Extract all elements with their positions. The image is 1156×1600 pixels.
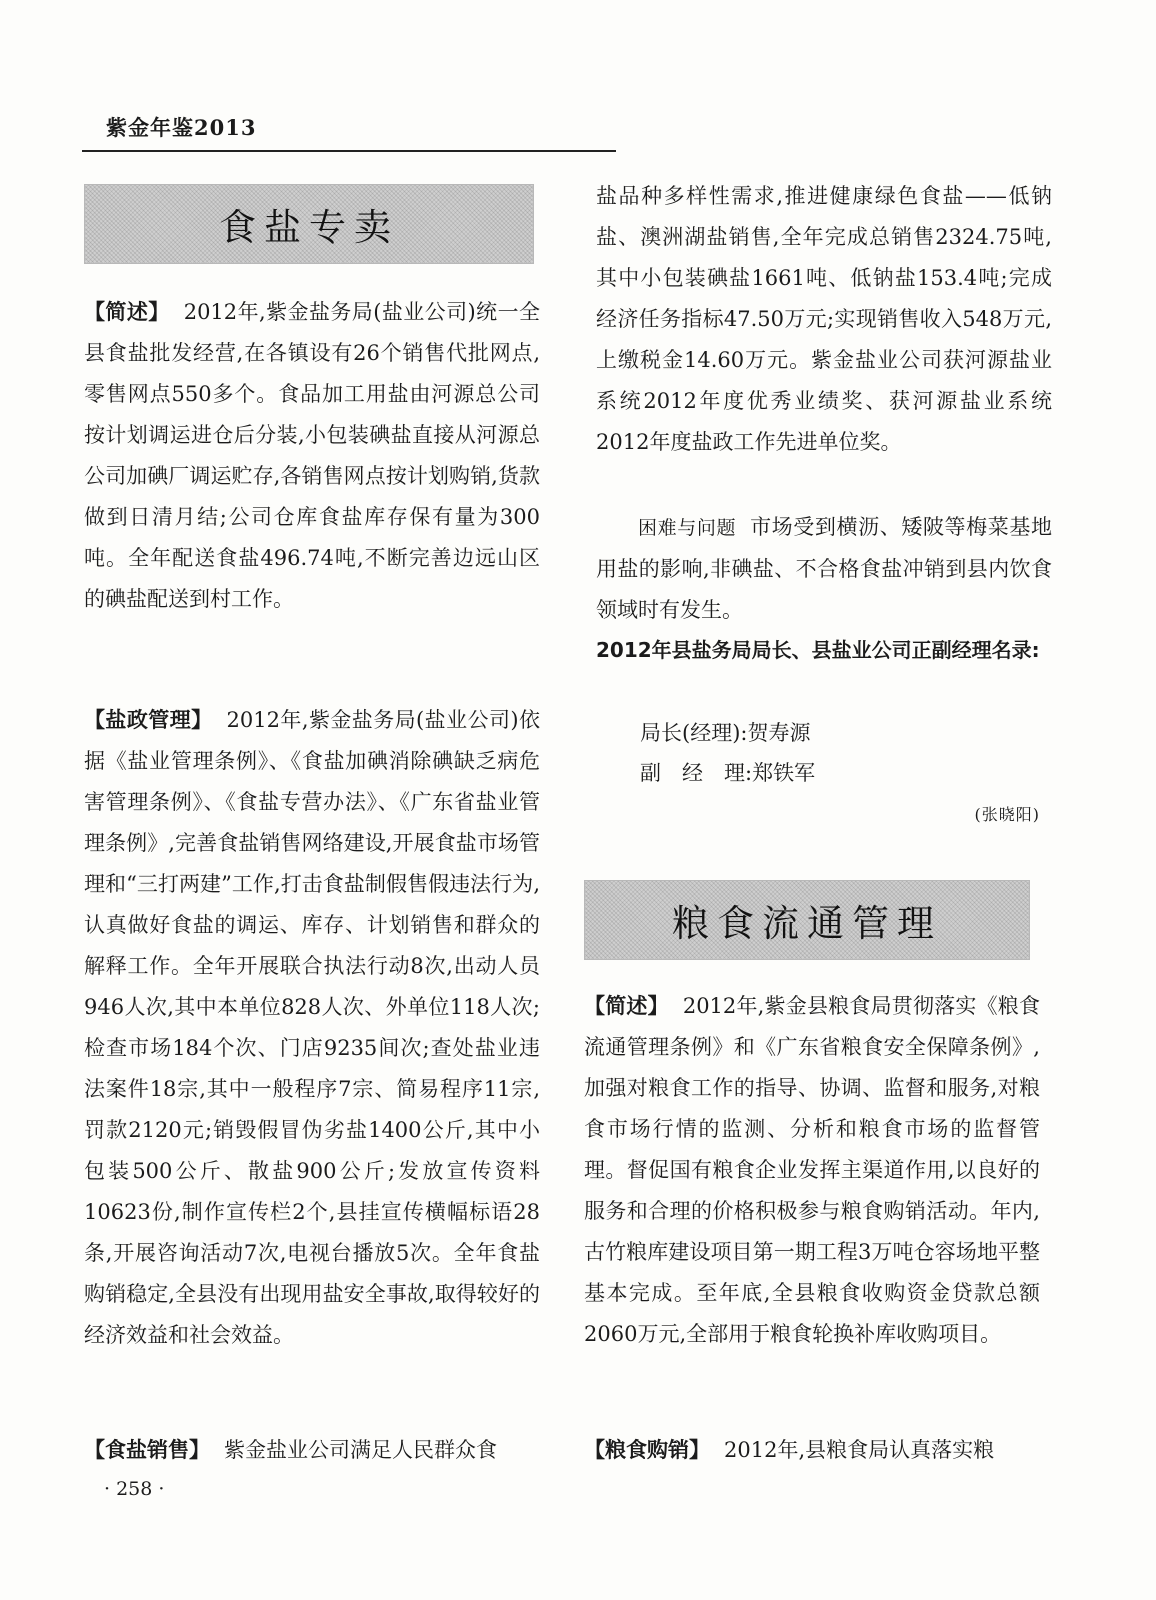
grain-trade-label: 【粮食购销】 [584, 1438, 710, 1462]
section-title-salt: 食盐专卖 [219, 206, 399, 249]
roster-name: 贺寿源 [747, 721, 811, 745]
roster-name: 郑铁军 [752, 761, 816, 785]
salt-sales-paragraph-start [84, 1430, 540, 1471]
grain-trade-paragraph-start [584, 1430, 1040, 1471]
salt-problems-paragraph [596, 507, 1052, 631]
grain-summary-text: 2012年,紫金县粮食局贯彻落实《粮食流通管理条例》和《广东省粮食安全保障条例》,加强对粮食工作的指导、协调、监督和服务,对粮食市场行情的监测、分析和粮食市场的监督管理。督促国有粮食企业发挥主渠道作用,以良好的服务和合理的价格积极参与粮食购销活动。年内,古竹粮库建设项目第一期工程3万吨仓容场地平整基本完成。至年底,全县粮食收购资金贷款总额2060万元,全部用于粮食轮换补库收购项目。 [584, 994, 1041, 1346]
section-banner-grain [584, 880, 1030, 960]
grain-summary-label: 【简述】 [584, 994, 669, 1018]
salt-sales-paragraph-cont: 盐品种多样性需求,推进健康绿色食盐——低钠盐、澳洲湖盐销售,全年完成总销售2324.75吨,其中小包装碘盐1661吨、低钠盐153.4吨;完成经济任务指标47.50万元;实现销售收入548万元,上缴税金14.60万元。紫金盐业公司获河源盐业系统2012年度优秀业绩奖、获河源盐业系统2012年度盐政工作先进单位奖。 [596, 184, 1052, 454]
salt-admin-text: 2012年,紫金盐务局(盐业公司)依据《盐业管理条例》、《食盐加碘消除碘缺乏病危害管理条例》、《食盐专营办法》、《广东省盐业管理条例》,完善食盐销售网络建设,开展食盐市场管理和“三打两建”工作,打击食盐制假售假违法行为,认真做好食盐的调运、库存、计划销售和群众的解释工作。全年开展联合执法行动8次,出动人员946人次,其中本单位828人次、外单位118人次;检查市场184个次、门店9235间次;查处盐业违法案件18宗,其中一般程序7宗、简易程序11宗,罚款2120元;销毁假冒伪劣盐1400公斤,其中小包装500公斤、散盐900公斤;发放宣传资料10623份,制作宣传栏2个,县挂宣传横幅标语28条,开展咨询活动7次,电视台播放5次。全年食盐购销稳定,全县没有出现用盐安全事故,取得较好的经济效益和社会效益。 [84, 708, 540, 1347]
salt-admin-paragraph [84, 700, 540, 1356]
section-banner-salt [84, 184, 534, 264]
salt-summary-label: 【简述】 [84, 300, 170, 324]
salt-admin-label: 【盐政管理】 [84, 708, 213, 732]
salt-problems-text: 市场受到横沥、矮陂等梅菜基地用盐的影响,非碘盐、不合格食盐冲销到县内饮食领域时有发生。 [596, 515, 1052, 622]
salt-problems-label: 困难与问题 [638, 517, 737, 539]
roster-role: 副 经 理: [640, 761, 753, 785]
header-rule [82, 150, 616, 152]
salt-sales-label: 【食盐销售】 [84, 1438, 210, 1462]
section-title-grain: 粮食流通管理 [672, 902, 942, 945]
salt-summary-text: 2012年,紫金盐务局(盐业公司)统一全县食盐批发经营,在各镇设有26个销售代批网点,零售网点550多个。食品加工用盐由河源总公司按计划调运进仓后分装,小包装碘盐直接从河源总公司加碘厂调运贮存,各销售网点按计划购销,货款做到日清月结;公司仓库食盐库存保有量为300吨。全年配送食盐496.74吨,不断完善边远山区的碘盐配送到村工作。 [84, 300, 540, 611]
page-number: · 258 · [104, 1478, 165, 1500]
salt-summary-paragraph [84, 292, 540, 620]
grain-summary-paragraph [584, 986, 1040, 1355]
salt-sales-text-start: 紫金盐业公司满足人民群众食 [224, 1438, 497, 1462]
running-title: 紫金年鉴2013 [106, 115, 257, 140]
roster-item [640, 713, 810, 753]
salt-roster-title: 2012年县盐务局局长、县盐业公司正副经理名录: [596, 638, 1040, 662]
roster-item [640, 753, 815, 793]
salt-author: (张晓阳) [974, 805, 1040, 824]
grain-trade-text-start: 2012年,县粮食局认真落实粮 [724, 1438, 995, 1462]
roster-role: 局长(经理): [640, 721, 748, 745]
